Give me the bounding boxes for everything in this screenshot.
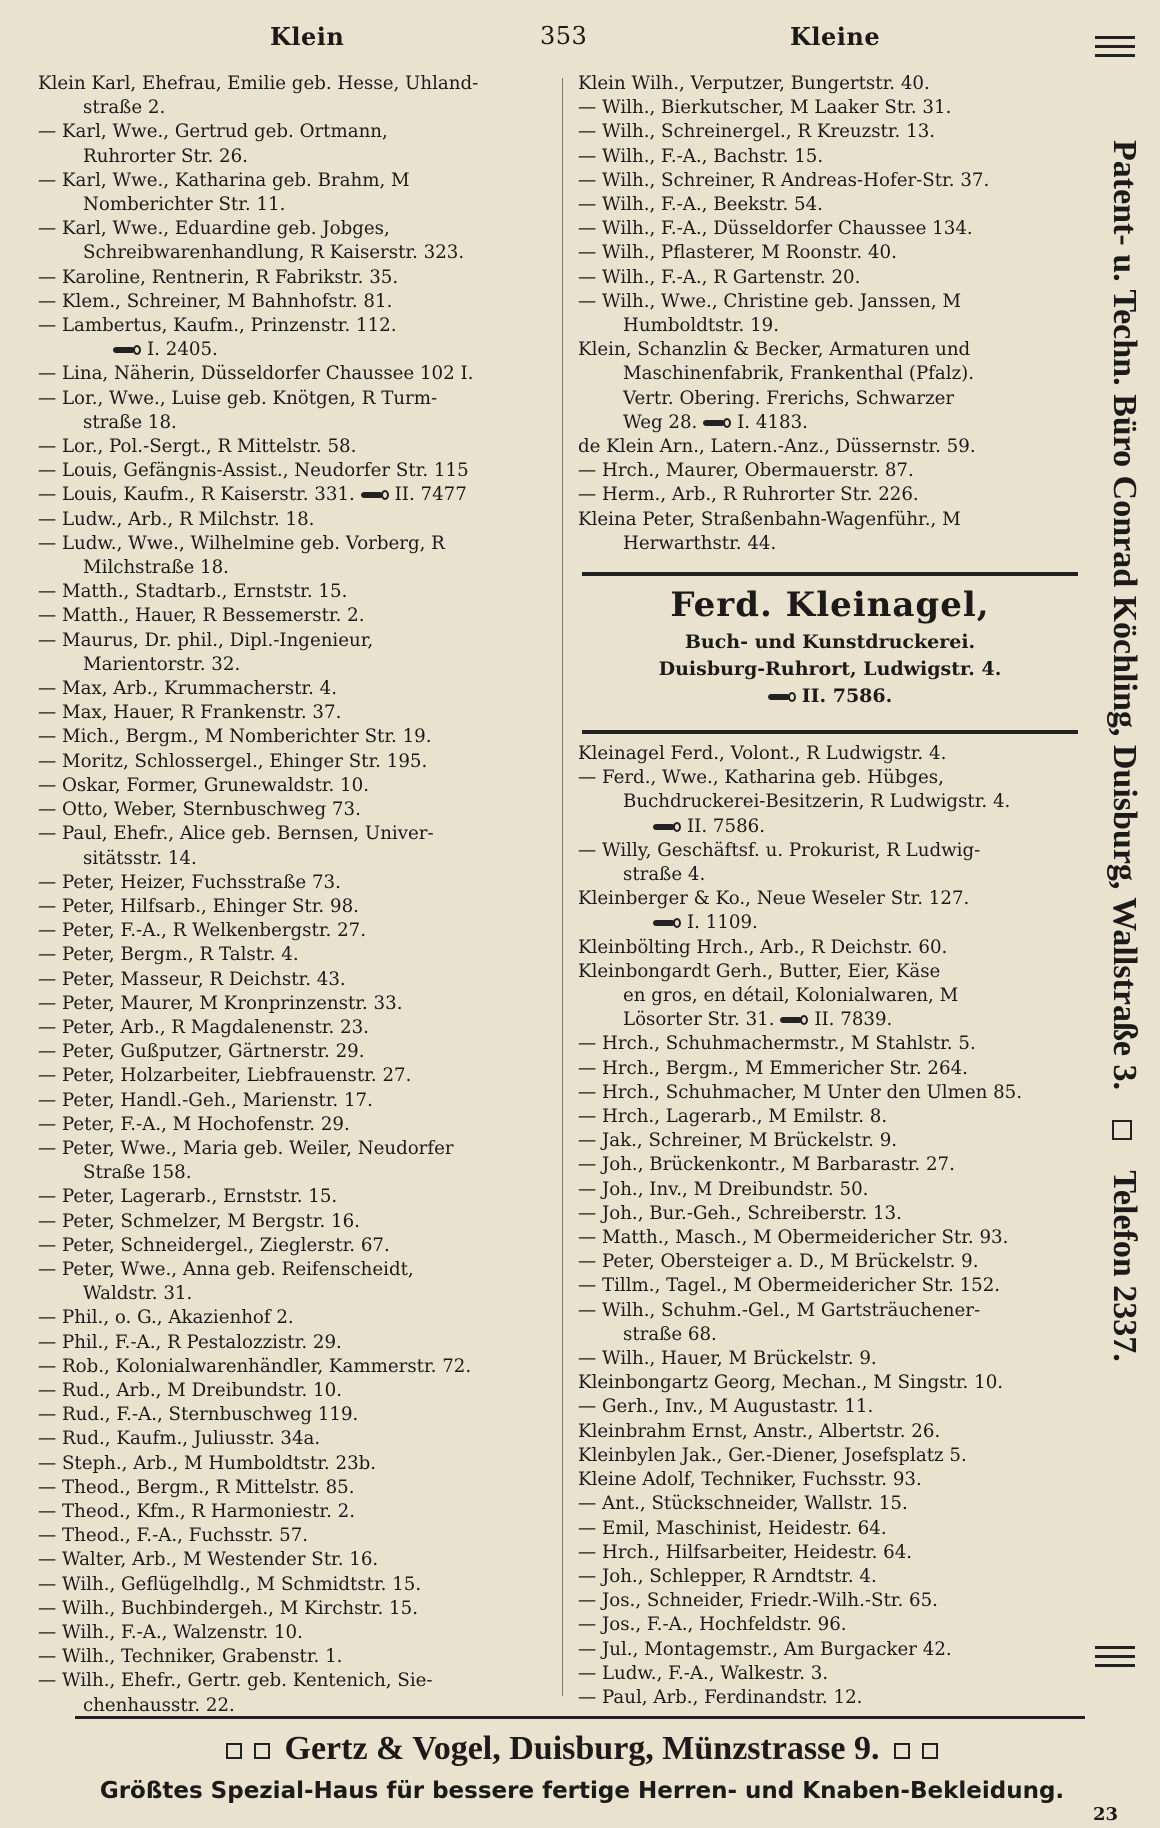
entry-line: — Wilh., F.-A., Beekstr. 54.	[578, 194, 823, 216]
entry-line: Straße 158.	[83, 1162, 192, 1184]
directory-entry	[38, 387, 558, 435]
entry-line: — Lina, Näherin, Düsseldorfer Chaussee 102 I.	[38, 363, 474, 385]
entry-line: — Hrch., Hilfsarbeiter, Heidestr. 64.	[578, 1541, 913, 1563]
entry-line: — Jul., Montagemstr., Am Burgacker 42.	[578, 1638, 952, 1660]
directory-entry	[38, 701, 558, 725]
directory-entry	[578, 193, 1078, 217]
directory-entry	[578, 120, 1078, 144]
entry-line: — Walter, Arb., M Westender Str. 16.	[38, 1549, 379, 1571]
directory-entry	[578, 169, 1078, 193]
directory-entry	[578, 1395, 1078, 1419]
entry-line: — Peter, Maurer, M Kronprinzenstr. 33.	[38, 992, 403, 1014]
entry-line: Kleinbongartz Georg, Mechan., M Singstr. 10.	[578, 1372, 1004, 1394]
entry-line: Herwarthstr. 44.	[623, 532, 777, 554]
entry-line: — Wilh., F.-A., R Gartenstr. 20.	[578, 266, 861, 288]
footer-rule	[75, 1716, 1085, 1719]
directory-entry	[578, 887, 1078, 935]
entry-line: — Herm., Arb., R Ruhrorter Str. 226.	[578, 484, 919, 506]
entry-line: Klein, Schanzlin & Becker, Armaturen und	[578, 339, 971, 361]
entry-line: Kleinbylen Jak., Ger.-Diener, Josefsplatz 5.	[578, 1444, 967, 1466]
directory-entry	[38, 1331, 558, 1355]
entry-line: Kleinagel Ferd., Volont., R Ludwigstr. 4.	[578, 743, 947, 764]
entry-line: — Oskar, Former, Grunewaldstr. 10.	[38, 774, 369, 796]
directory-entry	[38, 435, 558, 459]
entry-line: — Peter, Wwe., Maria geb. Weiler, Neudorfer	[38, 1137, 454, 1159]
directory-entry	[38, 580, 558, 604]
telephone-icon	[113, 345, 143, 355]
directory-entry	[38, 1669, 558, 1717]
directory-entry	[38, 266, 558, 290]
entry-line: Kleinberger & Ko., Neue Weseler Str. 127.	[578, 888, 970, 910]
entry-line: — Hrch., Lagerarb., M Emilstr. 8.	[578, 1106, 888, 1128]
directory-entry	[38, 532, 558, 580]
directory-entry	[38, 72, 558, 120]
directory-entry	[38, 1064, 558, 1088]
directory-entry	[38, 604, 558, 628]
entry-line: — Emil, Maschinist, Heidestr. 64.	[578, 1517, 887, 1539]
directory-entry	[578, 960, 1078, 1033]
entry-line: — Lor., Pol.-Sergt., R Mittelstr. 58.	[38, 436, 357, 458]
entry-line: — Klem., Schreiner, M Bahnhofstr. 81.	[38, 290, 393, 312]
directory-entry	[578, 1662, 1078, 1686]
directory-entry	[578, 1274, 1078, 1298]
directory-entry	[578, 217, 1078, 241]
directory-entry	[38, 677, 558, 701]
directory-entry	[38, 1306, 558, 1330]
directory-entry	[578, 1105, 1078, 1129]
entry-line: straße 4.	[623, 864, 706, 886]
directory-entry	[38, 1645, 558, 1669]
entry-line: — Wilh., Pflasterer, M Roonstr. 40.	[578, 242, 897, 264]
directory-entry	[38, 1379, 558, 1403]
ad-line1: Buch- und Kunstdruckerei.	[684, 631, 976, 653]
entry-line: de Klein Arn., Latern.-Anz., Düssernstr. 59.	[578, 436, 976, 458]
entry-line: — Joh., Inv., M Dreibundstr. 50.	[578, 1178, 869, 1200]
directory-entry	[38, 1524, 558, 1548]
directory-entry	[38, 1185, 558, 1209]
entry-line: — Peter, Arb., R Magdalenenstr. 23.	[38, 1016, 369, 1038]
entry-line: Vertr. Obering. Frerichs, Schwarzer	[623, 387, 955, 409]
entry-line: — Wilh., Schreiner, R Andreas-Hofer-Str. 37.	[578, 169, 990, 191]
telephone-number: II. 7586.	[687, 815, 765, 837]
entry-line: — Otto, Weber, Sternbuschweg 73.	[38, 799, 361, 821]
entry-line: — Tillm., Tagel., M Obermeidericher Str. 152.	[578, 1275, 1001, 1297]
directory-entry	[38, 508, 558, 532]
directory-entry	[578, 1541, 1078, 1565]
entry-line: — Wilh., Schuhm.-Gel., M Gartsträuchener-	[578, 1299, 981, 1321]
directory-entry	[578, 72, 1078, 96]
entry-line: — Gerh., Inv., M Augustastr. 11.	[578, 1396, 874, 1418]
entry-line: sitätsstr. 14.	[83, 847, 197, 869]
entry-line: — Peter, F.-A., M Hochofenstr. 29.	[38, 1113, 350, 1135]
sidebar-title: Patent- u. Techn. Büro Conrad Köchling, Duisburg, Wallstraße 3.	[1106, 140, 1143, 1090]
entry-line: Nomberichter Str. 11.	[83, 194, 286, 216]
left-column	[38, 72, 558, 1718]
directory-entry	[38, 629, 558, 677]
entry-line: en gros, en détail, Kolonialwaren, M	[623, 985, 959, 1007]
entry-line: — Ant., Stückschneider, Wallstr. 15.	[578, 1493, 908, 1515]
telephone-number: II. 7477	[394, 484, 467, 506]
kleinagel-ad	[582, 585, 1078, 710]
entry-line: — Wilh., Ehefr., Gertr. geb. Kentenich, Sie-	[38, 1670, 433, 1692]
directory-entry	[578, 1057, 1078, 1081]
directory-entry	[578, 839, 1078, 887]
ad-title: Ferd. Kleinagel,	[670, 585, 990, 625]
directory-entry	[38, 919, 558, 943]
entry-line: — Lor., Wwe., Luise geb. Knötgen, R Turm-	[38, 387, 438, 409]
entry-line: Kleina Peter, Straßenbahn-Wagenführ., M	[578, 508, 961, 530]
entry-line: straße 2.	[83, 97, 166, 119]
entry-line: — Peter, Holzarbeiter, Liebfrauenstr. 27.	[38, 1065, 412, 1087]
directory-entry	[38, 1621, 558, 1645]
header-right: Kleine	[790, 22, 881, 51]
entry-line: Kleinbongardt Gerh., Butter, Eier, Käse	[578, 960, 941, 982]
directory-entry	[38, 1500, 558, 1524]
directory-entry	[38, 798, 558, 822]
entry-line: — Rob., Kolonialwarenhändler, Kammerstr. 72.	[38, 1355, 472, 1377]
directory-entry	[38, 217, 558, 265]
entry-line: — Joh., Schlepper, R Arndtstr. 4.	[578, 1565, 877, 1587]
directory-entry	[578, 936, 1078, 960]
directory-entry	[578, 1178, 1078, 1202]
directory-entry	[578, 1613, 1078, 1637]
column-divider	[562, 78, 563, 1696]
entry-line: — Wilh., F.-A., Düsseldorfer Chaussee 134.	[578, 218, 973, 240]
directory-entry	[578, 145, 1078, 169]
directory-entry	[578, 459, 1078, 483]
sidebar-phone: Telefon 2337.	[1106, 1170, 1143, 1362]
directory-entry	[38, 1210, 558, 1234]
directory-entry	[578, 1444, 1078, 1468]
entry-line: — Karl, Wwe., Eduardine geb. Jobges,	[38, 218, 390, 240]
directory-entry	[38, 1597, 558, 1621]
telephone-icon	[768, 692, 798, 702]
entry-line: Ruhrorter Str. 26.	[83, 145, 248, 167]
entry-line: — Wilh., F.-A., Walzenstr. 10.	[38, 1622, 303, 1643]
directory-entry	[578, 241, 1078, 265]
footer-line1: Gertz & Vogel, Duisburg, Münzstrasse 9.	[284, 1730, 880, 1767]
header-left: Klein	[270, 22, 345, 51]
entry-line: — Moritz, Schlossergel., Ehinger Str. 195.	[38, 750, 428, 772]
square-ornament	[254, 1743, 270, 1759]
directory-entry	[578, 338, 1078, 435]
footer-advert	[62, 1730, 1102, 1768]
directory-entry	[38, 943, 558, 967]
entry-line: — Rud., F.-A., Sternbuschweg 119.	[38, 1404, 359, 1426]
directory-entry	[578, 508, 1078, 556]
entry-line: — Jos., F.-A., Hochfeldstr. 96.	[578, 1614, 847, 1636]
entry-line: — Matth., Hauer, R Bessemerstr. 2.	[38, 605, 365, 627]
entry-line: — Wilh., Bierkutscher, M Laaker Str. 31.	[578, 97, 952, 119]
entry-line: — Peter, F.-A., R Welkenbergstr. 27.	[38, 920, 366, 942]
entry-line: Kleine Adolf, Techniker, Fuchsstr. 93.	[578, 1469, 922, 1491]
entry-line: — Louis, Kaufm., R Kaiserstr. 331. II. 7477	[38, 484, 467, 506]
directory-entry	[38, 1113, 558, 1137]
entry-line: — Jos., Schneider, Friedr.-Wilh.-Str. 65.	[578, 1590, 938, 1612]
entry-line: — Matth., Stadtarb., Ernststr. 15.	[38, 581, 348, 603]
directory-entry	[578, 96, 1078, 120]
ad-line2: Duisburg-Ruhrort, Ludwigstr. 4.	[658, 658, 1002, 680]
directory-entry	[38, 1040, 558, 1064]
entry-line: Klein Wilh., Verputzer, Bungertstr. 40.	[578, 73, 930, 94]
entry-line: — Phil., F.-A., R Pestalozzistr. 29.	[38, 1331, 342, 1353]
entry-line: — Peter, Gußputzer, Gärtnerstr. 29.	[38, 1041, 365, 1063]
sidebar-top-rules	[1095, 30, 1135, 90]
directory-entry	[578, 1129, 1078, 1153]
entry-line: — Ludw., F.-A., Walkestr. 3.	[578, 1662, 829, 1684]
directory-entry	[38, 1573, 558, 1597]
telephone-icon	[703, 418, 733, 428]
entry-line: — Joh., Brückenkontr., M Barbarastr. 27.	[578, 1154, 955, 1176]
entry-line: — Joh., Bur.-Geh., Schreiberstr. 13.	[578, 1202, 902, 1224]
entry-line: — Maurus, Dr. phil., Dipl.-Ingenieur,	[38, 629, 374, 651]
directory-entry	[38, 1452, 558, 1476]
square-ornament	[894, 1743, 910, 1759]
entry-line: — Peter, Obersteiger a. D., M Brückelstr. 9.	[578, 1251, 979, 1273]
entry-line: — Ludw., Wwe., Wilhelmine geb. Vorberg, R	[38, 532, 445, 554]
directory-entry	[578, 1589, 1078, 1613]
sidebar-text	[1083, 140, 1143, 1700]
entry-line: — Theod., F.-A., Fuchsstr. 57.	[38, 1525, 309, 1547]
footer-line2: Größtes Spezial-Haus für bessere fertige Herren- und Knaben-Bekleidung.	[99, 1778, 1065, 1804]
entry-line: — Ferd., Wwe., Katharina geb. Hübges,	[578, 767, 944, 789]
telephone-icon	[780, 1015, 810, 1025]
directory-entry	[38, 968, 558, 992]
entry-line: — Wilh., Buchbindergeh., M Kirchstr. 15.	[38, 1597, 418, 1619]
directory-entry	[38, 992, 558, 1016]
telephone-number: I. 2405.	[147, 339, 218, 361]
entry-line: — Peter, Schmelzer, M Bergstr. 16.	[38, 1210, 360, 1232]
right-column-bottom	[578, 742, 1078, 1710]
telephone-number: I. 4183.	[737, 411, 808, 433]
directory-entry	[38, 1403, 558, 1427]
directory-entry	[38, 774, 558, 798]
entry-line: Marientorstr. 32.	[83, 653, 241, 675]
entry-line: — Wilh., Schreinergel., R Kreuzstr. 13.	[578, 121, 936, 143]
directory-entry	[578, 1347, 1078, 1371]
entry-line: — Wilh., F.-A., Bachstr. 15.	[578, 145, 824, 167]
entry-line: — Max, Hauer, R Frankenstr. 37.	[38, 702, 342, 724]
entry-line: — Phil., o. G., Akazienhof 2.	[38, 1307, 294, 1329]
square-ornament	[1112, 1120, 1132, 1140]
square-ornament	[226, 1743, 242, 1759]
telephone-number: II. 7839.	[814, 1009, 893, 1031]
directory-entry	[38, 895, 558, 919]
page-number: 23	[1092, 1804, 1118, 1825]
entry-line: — Jak., Schreiner, M Brückelstr. 9.	[578, 1130, 898, 1152]
entry-line: — Theod., Bergm., R Mittelstr. 85.	[38, 1476, 355, 1498]
entry-line: — Rud., Kaufm., Juliusstr. 34a.	[38, 1428, 321, 1450]
directory-entry	[578, 1565, 1078, 1589]
square-ornament	[922, 1743, 938, 1759]
directory-entry	[38, 120, 558, 168]
entry-line: — Hrch., Maurer, Obermauerstr. 87.	[578, 460, 914, 482]
entry-line: — Willy, Geschäftsf. u. Prokurist, R Ludwig-	[578, 839, 981, 861]
directory-entry	[578, 1226, 1078, 1250]
entry-line: — Karoline, Rentnerin, R Fabrikstr. 35.	[38, 266, 399, 288]
entry-line: straße 18.	[83, 411, 177, 433]
entry-line: — Matth., Masch., M Obermeidericher Str. 93.	[578, 1227, 1009, 1249]
directory-entry	[578, 266, 1078, 290]
entry-line: — Wilh., Hauer, M Brückelstr. 9.	[578, 1348, 877, 1370]
directory-entry	[578, 1299, 1078, 1347]
entry-line: Waldstr. 31.	[83, 1283, 193, 1305]
directory-entry	[38, 1476, 558, 1500]
entry-line: chenhausstr. 22.	[83, 1694, 235, 1716]
directory-entry	[38, 1089, 558, 1113]
entry-line: — Wilh., Geflügelhdlg., M Schmidtstr. 15.	[38, 1573, 422, 1595]
entry-line: Weg 28. I. 4183.	[623, 411, 808, 433]
entry-line: — Rud., Arb., M Dreibundstr. 10.	[38, 1379, 342, 1401]
directory-entry	[578, 1492, 1078, 1516]
directory-entry	[38, 362, 558, 386]
directory-entry	[578, 766, 1078, 839]
entry-line: — Karl, Wwe., Katharina geb. Brahm, M	[38, 169, 410, 191]
directory-entry	[38, 1258, 558, 1306]
entry-line: — Peter, Lagerarb., Ernststr. 15.	[38, 1186, 338, 1208]
directory-entry	[578, 1686, 1078, 1710]
directory-entry	[38, 1016, 558, 1040]
entry-line: — Max, Arb., Krummacherstr. 4.	[38, 678, 338, 700]
directory-entry	[38, 822, 558, 870]
entry-line: Milchstraße 18.	[83, 557, 229, 579]
directory-entry	[578, 435, 1078, 459]
directory-entry	[578, 483, 1078, 507]
directory-entry	[38, 314, 558, 362]
entry-line: — Louis, Gefängnis-Assist., Neudorfer Str. 115	[38, 460, 469, 482]
directory-entry	[38, 1548, 558, 1572]
entry-line: — Wilh., Wwe., Christine geb. Janssen, M	[578, 290, 962, 312]
entry-line: — Ludw., Arb., R Milchstr. 18.	[38, 508, 315, 530]
directory-entry	[38, 1427, 558, 1451]
entry-line: — Hrch., Schuhmachermstr., M Stahlstr. 5.	[578, 1033, 976, 1055]
directory-entry	[38, 750, 558, 774]
directory-entry	[578, 1420, 1078, 1444]
entry-line: — Paul, Ehefr., Alice geb. Bernsen, Univer-	[38, 823, 434, 845]
directory-entry	[38, 725, 558, 749]
right-column-top	[578, 72, 1078, 556]
entry-line: — Theod., Kfm., R Harmoniestr. 2.	[38, 1500, 356, 1522]
entry-line: Lösorter Str. 31. II. 7839.	[623, 1009, 893, 1031]
entry-line: Klein Karl, Ehefrau, Emilie geb. Hesse, Uhland-	[38, 73, 479, 94]
directory-entry	[578, 1081, 1078, 1105]
entry-line: — Steph., Arb., M Humboldtstr. 23b.	[38, 1452, 377, 1474]
sidebar-advert	[1085, 30, 1155, 1730]
directory-entry	[578, 1202, 1078, 1226]
ad-tel: II. 7586.	[801, 685, 893, 707]
directory-entry	[578, 1468, 1078, 1492]
directory-entry	[38, 1234, 558, 1258]
directory-entry	[578, 1250, 1078, 1274]
entry-line: — Karl, Wwe., Gertrud geb. Ortmann,	[38, 121, 388, 143]
entry-line: — Peter, Masseur, R Deichstr. 43.	[38, 968, 346, 990]
sidebar-bottom-rules	[1095, 1640, 1135, 1700]
directory-entry	[578, 1153, 1078, 1177]
directory-entry	[578, 742, 1078, 766]
telephone-number: I. 1109.	[687, 912, 758, 934]
directory-entry	[38, 1355, 558, 1379]
directory-entry	[38, 871, 558, 895]
entry-line: — Peter, Schneidergel., Zieglerstr. 67.	[38, 1234, 390, 1256]
entry-line: — Peter, Bergm., R Talstr. 4.	[38, 944, 299, 966]
entry-line: — Paul, Arb., Ferdinandstr. 12.	[578, 1686, 863, 1708]
entry-line: — Mich., Bergm., M Nomberichter Str. 19.	[38, 726, 432, 748]
entry-line: straße 68.	[623, 1323, 717, 1345]
directory-entry	[578, 1638, 1078, 1662]
directory-entry	[578, 1032, 1078, 1056]
ad-bottom-rule	[582, 730, 1078, 734]
directory-entry	[38, 1137, 558, 1185]
telephone-icon	[361, 490, 391, 500]
telephone-icon	[653, 918, 683, 928]
entry-line: — Wilh., Techniker, Grabenstr. 1.	[38, 1646, 343, 1668]
page-number-header: 353	[540, 22, 588, 50]
entry-line: Kleinbrahm Ernst, Anstr., Albertstr. 26.	[578, 1420, 941, 1442]
directory-entry	[578, 1371, 1078, 1395]
directory-entry	[38, 169, 558, 217]
entry-line: — Peter, Heizer, Fuchsstraße 73.	[38, 871, 341, 893]
directory-entry	[578, 1517, 1078, 1541]
telephone-icon	[653, 822, 683, 832]
directory-entry	[38, 483, 558, 507]
ad-top-rule	[582, 572, 1078, 576]
directory-entry	[578, 290, 1078, 338]
entry-line: — Peter, Wwe., Anna geb. Reifenscheidt,	[38, 1258, 414, 1280]
directory-entry	[38, 459, 558, 483]
entry-line: — Lambertus, Kaufm., Prinzenstr. 112.	[38, 315, 397, 337]
entry-line: — Peter, Hilfsarb., Ehinger Str. 98.	[38, 895, 359, 917]
entry-line: Maschinenfabrik, Frankenthal (Pfalz).	[623, 363, 975, 385]
entry-line: — Hrch., Schuhmacher, M Unter den Ulmen 85.	[578, 1081, 1023, 1103]
directory-entry	[38, 290, 558, 314]
entry-line: — Peter, Handl.-Geh., Marienstr. 17.	[38, 1089, 373, 1111]
entry-line: Schreibwarenhandlung, R Kaiserstr. 323.	[83, 242, 465, 264]
entry-line: Humboldtstr. 19.	[623, 315, 780, 337]
entry-line: Kleinbölting Hrch., Arb., R Deichstr. 60.	[578, 936, 948, 958]
entry-line: Buchdruckerei-Besitzerin, R Ludwigstr. 4.	[623, 791, 1011, 813]
entry-line: — Hrch., Bergm., M Emmericher Str. 264.	[578, 1057, 968, 1079]
